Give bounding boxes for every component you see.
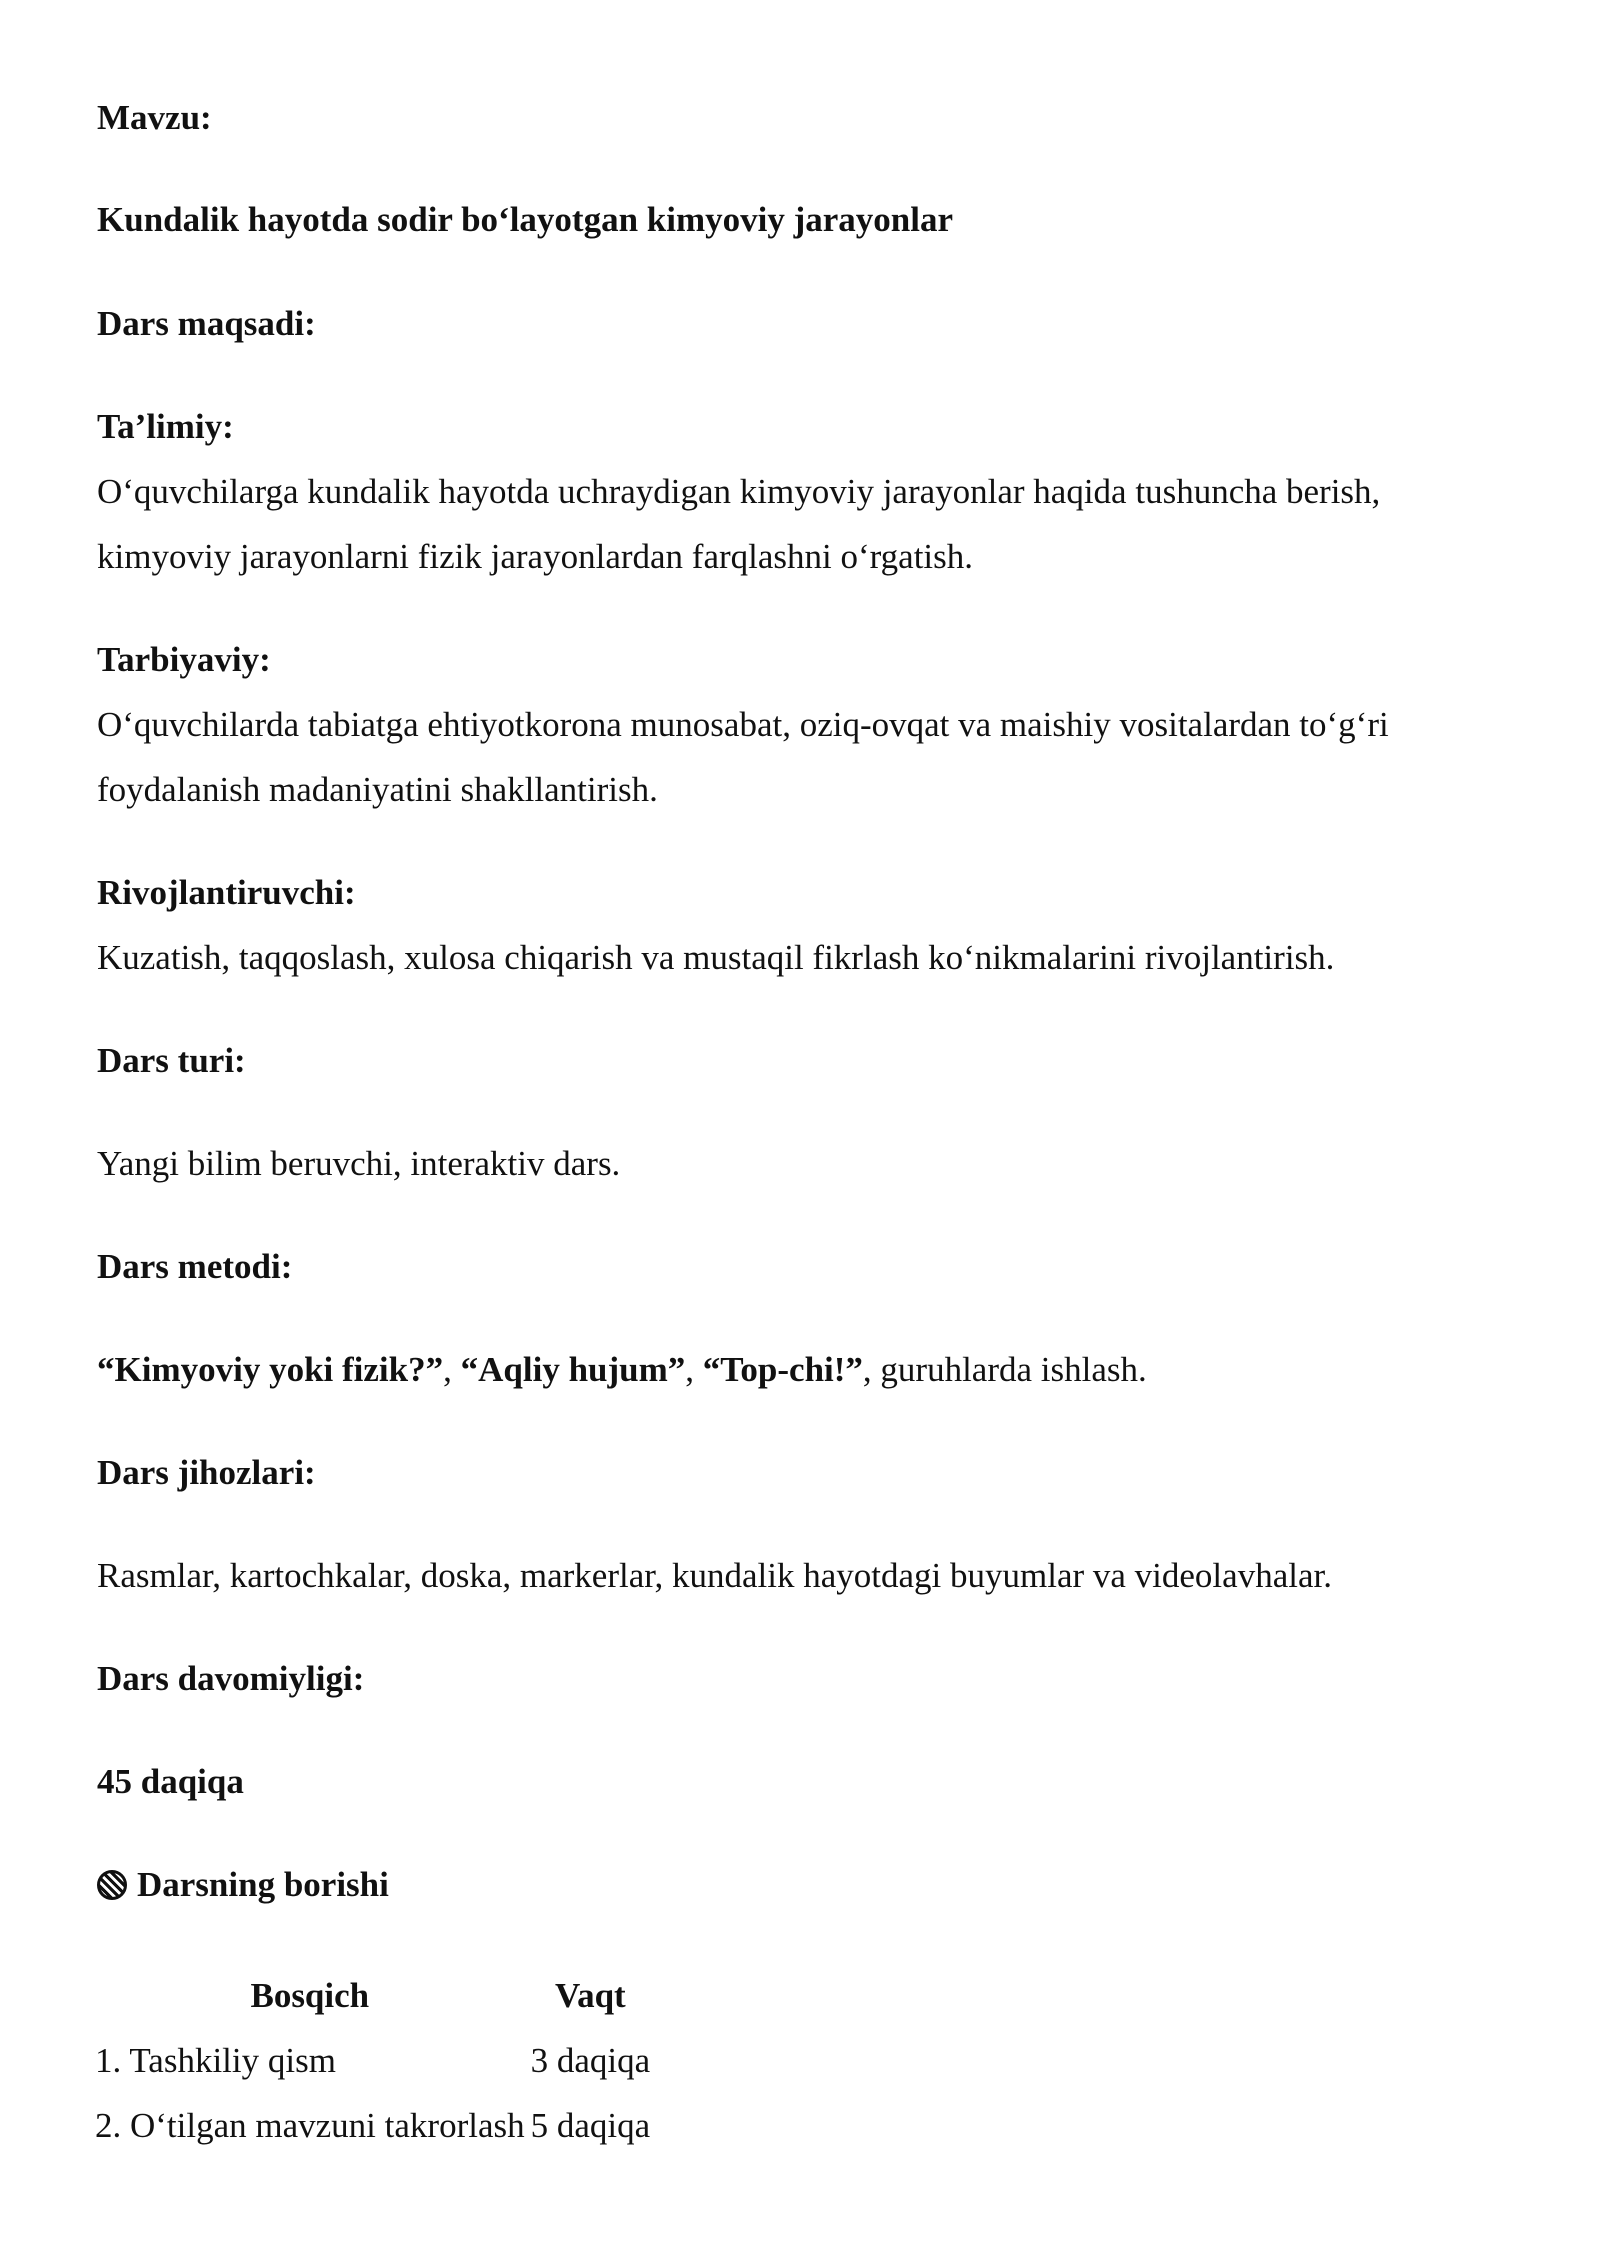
tarbiyaviy-label: Tarbiyaviy: [97, 640, 271, 679]
method-kimyoviy-yoki-fizik: “Kimyoviy yoki fizik?” [97, 1350, 444, 1389]
stages-table [95, 1963, 656, 2158]
dars-jihozlari-value: Rasmlar, kartochkalar, doska, markerlar, kundalik hayotdagi buyumlar va videolavhalar. [97, 1556, 1332, 1595]
darsning-borishi-heading [97, 1865, 389, 1905]
table-row [95, 2093, 656, 2158]
method-aqliy-hujum: “Aqliy hujum” [460, 1350, 686, 1389]
dars-turi-value: Yangi bilim beruvchi, interaktiv dars. [97, 1144, 621, 1183]
mavzu-label: Mavzu: [97, 98, 212, 137]
dars-metodi-label: Dars metodi: [97, 1247, 293, 1286]
darsning-borishi-title: Darsning borishi [137, 1865, 389, 1904]
method-separator: , [443, 1350, 461, 1389]
talimiy-text-line-1: O‘quvchilarga kundalik hayotda uchraydigan kimyoviy jarayonlar haqida tushuncha berish, [97, 472, 1381, 511]
dars-jihozlari-label: Dars jihozlari: [97, 1453, 316, 1492]
dars-davomiyligi-value: 45 daqiqa [97, 1762, 244, 1801]
tarbiyaviy-text-line-2: foydalanish madaniyatini shakllantirish. [97, 770, 658, 809]
talimiy-text-line-2: kimyoviy jarayonlarni fizik jarayonlardan farqlashni o‘rgatish. [97, 537, 974, 576]
dars-metodi-value [97, 1350, 1147, 1390]
tarbiyaviy-text-line-1: O‘quvchilarda tabiatga ehtiyotkorona munosabat, oziq-ovqat va maishiy vositalardan to‘g‘ri [97, 705, 1389, 744]
lesson-title: Kundalik hayotda sodir bo‘layotgan kimyoviy jarayonlar [97, 200, 954, 239]
rivojlantiruvchi-label: Rivojlantiruvchi: [97, 873, 356, 912]
method-separator: , [685, 1350, 703, 1389]
method-rest: , guruhlarda ishlash. [862, 1350, 1147, 1389]
table-row [95, 2028, 656, 2093]
stage-time-cell: 5 daqiqa [530, 2105, 651, 2145]
column-header-bosqich: Bosqich [250, 1975, 370, 2015]
rivojlantiruvchi-text: Kuzatish, taqqoslash, xulosa chiqarish va mustaqil fikrlash ko‘nikmalarini rivojlantirish. [97, 938, 1335, 977]
dars-davomiyligi-label: Dars davomiyligi: [97, 1659, 365, 1698]
stage-time-cell: 3 daqiqa [530, 2040, 651, 2080]
maqsad-label: Dars maqsadi: [97, 304, 316, 343]
talimiy-label: Ta’limiy: [97, 407, 234, 446]
hatched-circle-icon [97, 1870, 127, 1900]
stage-name-cell: 2. O‘tilgan mavzuni takrorlash [95, 2105, 525, 2145]
stage-name-cell: 1. Tashkiliy qism [95, 2040, 336, 2080]
column-header-vaqt: Vaqt [555, 1975, 626, 2015]
dars-turi-label: Dars turi: [97, 1041, 246, 1080]
table-header-row [95, 1963, 656, 2028]
method-top-chi: “Top-chi!” [702, 1350, 863, 1389]
